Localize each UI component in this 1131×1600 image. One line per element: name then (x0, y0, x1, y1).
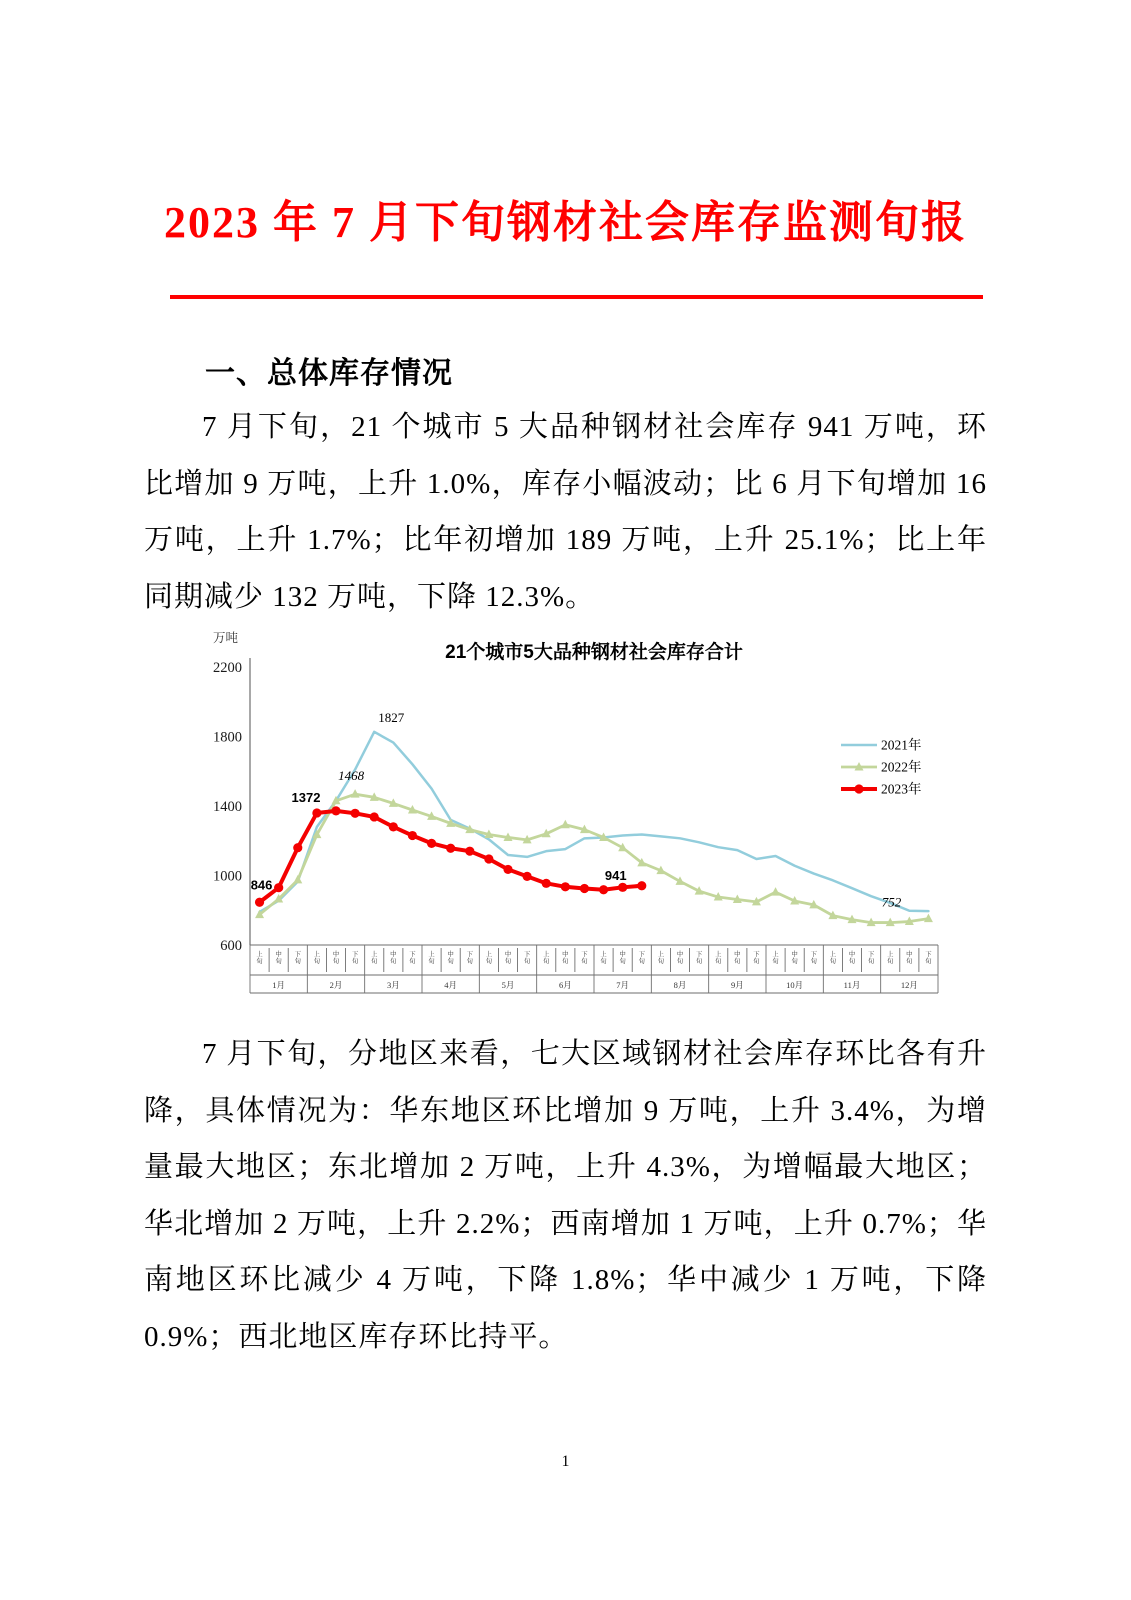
svg-text:中旬: 中旬 (848, 951, 856, 966)
section-heading: 一、总体库存情况 (205, 357, 453, 390)
inventory-chart (198, 628, 990, 1000)
svg-text:中旬: 中旬 (734, 951, 741, 966)
svg-text:上旬: 上旬 (715, 951, 722, 966)
svg-text:中旬: 中旬 (504, 951, 512, 966)
svg-text:5月: 5月 (501, 980, 515, 990)
svg-text:中旬: 中旬 (676, 951, 684, 966)
svg-text:下旬: 下旬 (523, 951, 531, 966)
y-tick-label: 1800 (213, 729, 242, 746)
y-axis-unit-label: 万吨 (213, 631, 239, 645)
legend-marker-2023年 (854, 784, 863, 793)
svg-text:下旬: 下旬 (867, 951, 875, 966)
svg-text:上旬: 上旬 (829, 951, 837, 966)
chart-title: 21个城市5大品种钢材社会库存合计 (445, 642, 743, 663)
paragraph-overall-inventory: 7 月下旬，21 个城市 5 大品种钢材社会库存 941 万吨，环比增加 9 万吨，上升 1.0%，库存小幅波动；比 6 月下旬增加 16 万吨，上升 1.7%；比年初增加 189 万吨，上升 25.1%；比上年同期减少 132 万吨，下降 12.3%。 (144, 411, 987, 613)
x-month-labels (272, 980, 918, 990)
svg-text:中旬: 中旬 (332, 951, 340, 966)
svg-text:中旬: 中旬 (275, 951, 282, 966)
page-number: 1 (561, 1453, 570, 1470)
paragraph-regional-inventory: 7 月下旬，分地区来看，七大区域钢材社会库存环比各有升降，具体情况为：华东地区环比增加 9 万吨，上升 3.4%，为增量最大地区；东北增加 2 万吨，上升 4.3%，为增幅最大地区；华北增加 2 万吨，上升 2.2%；西南增加 1 万吨，上升 0.7%；华南地区环比减少 4 万吨，下降 1.8%；华中减少 1 万吨，下降 0.9%；西北地区库存环比持平。 (144, 1038, 987, 1353)
data-label-752: 752 (881, 894, 902, 910)
svg-text:11月: 11月 (843, 980, 861, 990)
legend-label-2023年: 2023年 (881, 781, 922, 797)
y-tick-label: 1000 (213, 868, 242, 885)
title-underline (170, 295, 983, 299)
svg-text:上旬: 上旬 (887, 951, 894, 966)
svg-text:上旬: 上旬 (600, 951, 607, 966)
svg-text:6月: 6月 (558, 980, 572, 990)
legend-label-2022年: 2022年 (881, 759, 922, 775)
y-tick-label: 2200 (213, 660, 242, 676)
data-label-941: 941 (604, 867, 627, 883)
svg-text:7月: 7月 (616, 980, 630, 990)
svg-text:下旬: 下旬 (638, 951, 645, 966)
data-label-846: 846 (250, 877, 273, 893)
series-line-2021年 (260, 732, 929, 912)
svg-text:下旬: 下旬 (925, 951, 932, 966)
svg-text:下旬: 下旬 (409, 951, 416, 966)
svg-text:12月: 12月 (900, 980, 918, 990)
svg-text:中旬: 中旬 (791, 951, 798, 966)
report-title: 2023 年 7 月下旬钢材社会库存监测旬报 (164, 198, 967, 247)
svg-text:下旬: 下旬 (466, 951, 473, 966)
svg-text:2月: 2月 (329, 980, 343, 990)
svg-text:下旬: 下旬 (753, 951, 760, 966)
svg-text:下旬: 下旬 (351, 951, 359, 966)
svg-text:上旬: 上旬 (428, 951, 435, 966)
svg-text:上旬: 上旬 (485, 951, 493, 966)
y-tick-label: 1400 (213, 799, 242, 815)
svg-text:8月: 8月 (673, 980, 687, 990)
svg-text:1月: 1月 (272, 980, 286, 990)
data-label-1827: 1827 (378, 709, 405, 725)
data-label-1468: 1468 (338, 768, 365, 784)
svg-text:下旬: 下旬 (294, 951, 301, 966)
svg-text:上旬: 上旬 (772, 951, 779, 966)
svg-text:下旬: 下旬 (581, 951, 588, 966)
svg-text:中旬: 中旬 (390, 951, 397, 966)
svg-text:中旬: 中旬 (906, 951, 913, 966)
svg-text:上旬: 上旬 (313, 951, 321, 966)
y-tick-label: 600 (220, 938, 242, 954)
svg-text:10月: 10月 (786, 980, 804, 990)
svg-text:下旬: 下旬 (695, 951, 703, 966)
svg-text:下旬: 下旬 (810, 951, 817, 966)
svg-text:上旬: 上旬 (543, 951, 550, 966)
svg-text:3月: 3月 (386, 980, 400, 990)
svg-text:4月: 4月 (444, 980, 458, 990)
svg-text:中旬: 中旬 (562, 951, 569, 966)
svg-text:中旬: 中旬 (447, 951, 454, 966)
svg-text:上旬: 上旬 (256, 951, 263, 966)
svg-text:上旬: 上旬 (371, 951, 378, 966)
svg-text:中旬: 中旬 (619, 951, 626, 966)
inventory-chart-svg (198, 628, 990, 1000)
data-label-1372: 1372 (291, 789, 321, 805)
svg-text:上旬: 上旬 (657, 951, 665, 966)
svg-text:9月: 9月 (730, 980, 744, 990)
legend-label-2021年: 2021年 (881, 737, 922, 753)
